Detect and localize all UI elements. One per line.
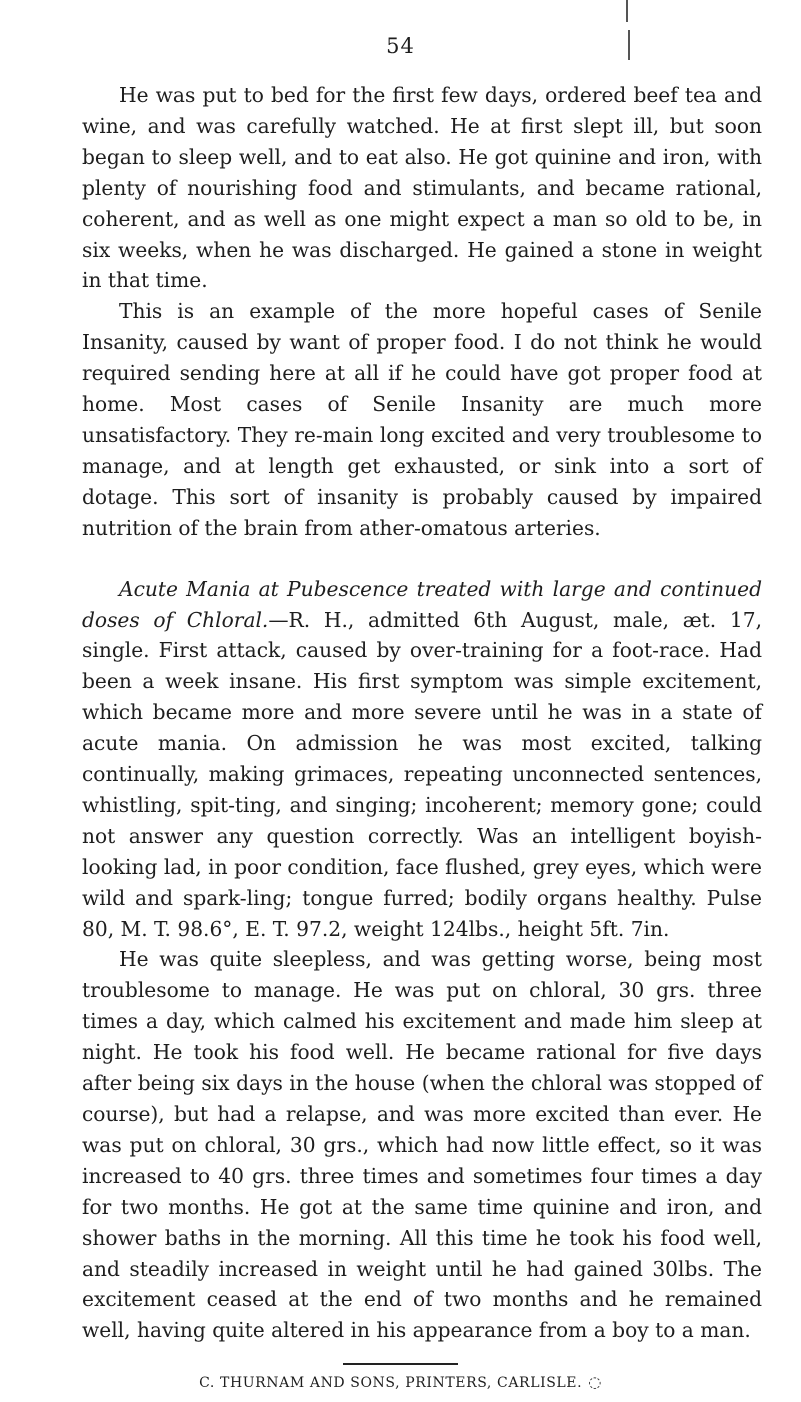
- printer-imprint: [0, 1373, 801, 1391]
- paragraph-4: He was quite sleepless, and was getting worse, being most troublesome to manage. He was put on chloral, 30 grs. three times a day, which calmed his excitement and made him sleep at night. He took his food well. He became rational for five days after being six days in the house (when the chloral was stopped of course), but had a relapse, and was more excited than ever. He was put on chloral, 30 grs., which had now little effect, so it was increased to 40 grs. three times and sometimes four times a day for two months. He got at the same time quinine and iron, and shower baths in the morning. All this time he took his food well, and steadily increased in weight until he had gained 30lbs. The excitement ceased at the end of two months and he remained well, having quite altered in his appearance from a boy to a man.: [82, 947, 762, 1343]
- paragraph-gap: [82, 544, 762, 574]
- imprint-rule: [343, 1363, 458, 1365]
- case-body: —R. H., admitted 6th August, male, æt. 17, single. First attack, caused by over-training for a foot-race. Had been a week insane. His first symptom was simple excitement, which became more and more severe until he was in a state of acute mania. On admission he was most excited, talking continually, making grimaces, repeating unconnected sentences, whistling, spit-ting, and singing; incoherent; memory gone; could not answer any question correctly. Was an intelligent boyish-looking lad, in poor condition, face flushed, grey eyes, which were wild and spark-ling; tongue furred; bodily organs healthy. Pulse 80, M. T. 98.6°, E. T. 97.2, weight 124lbs., height 5ft. 7in.: [82, 607, 762, 941]
- imprint-mark: ◌: [588, 1373, 602, 1391]
- margin-mark-1: [626, 0, 628, 22]
- imprint-text: C. THURNAM AND SONS, PRINTERS, CARLISLE.: [199, 1375, 583, 1391]
- margin-mark-2: [628, 30, 630, 60]
- body-text: [82, 80, 762, 1346]
- paragraph-3: [82, 574, 762, 945]
- paragraph-1: He was put to bed for the first few days, ordered beef tea and wine, and was carefully watched. He at first slept ill, but soon began to sleep well, and to eat also. He got quinine and iron, with plenty of nourishing food and stimulants, and became rational, coherent, and as well as one might expect a man so old to be, in six weeks, when he was discharged. He gained a stone in weight in that time.: [82, 83, 762, 293]
- paragraph-2: This is an example of the more hopeful cases of Senile Insanity, caused by want of proper food. I do not think he would required sending here at all if he could have got proper food at home. Most cases of Senile Insanity are much more unsatisfactory. They re-main long excited and very troublesome to manage, and at length get exhausted, or sink into a sort of dotage. This sort of insanity is probably caused by impaired nutrition of the brain from ather-omatous arteries.: [82, 299, 762, 540]
- page-number: 54: [386, 34, 415, 58]
- case-heading: Acute Mania at Pubescence treated with large and continued doses of Chloral.: [82, 576, 762, 632]
